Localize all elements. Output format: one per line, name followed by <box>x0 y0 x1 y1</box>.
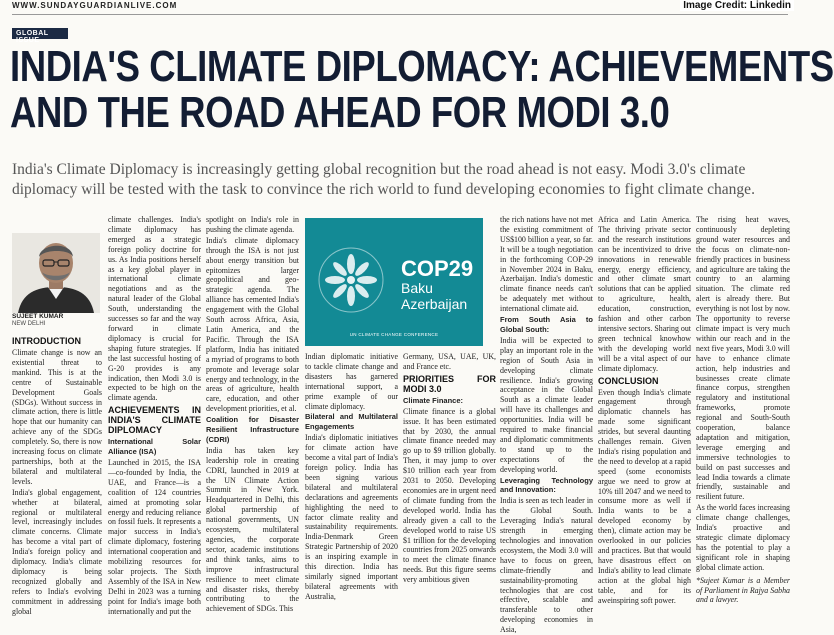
column-2-paragraph-1: climate challenges. India's climate diplomacy has emerged as a strategic foreign policy doctrine for us. As India positions herself as a key global player in international climate negotiations and as the natural leader of the Global South, understanding the successes so far and the way forward in climate diplomacy is crucial for shaping future strategies. If the last successful hosting of G-20 provides is any indication, then Modi 3.0 is expected to be high on the climate agenda. <box>108 215 201 403</box>
subheading-climate-finance: Climate Finance: <box>403 395 464 405</box>
headline-line-2: AND THE ROAD AHEAD FOR MODI 3.0 <box>10 88 670 137</box>
section-heading-conclusion: CONCLUSION <box>598 375 659 386</box>
section-heading-achievements: ACHIEVEMENTS IN INDIA'S CLIMATE DIPLOMACY <box>108 405 201 436</box>
column-1-paragraph-1: Climate change is now an existential threat to mankind. This is at the centre of Sustainable Development Goals (SDGs). Without success in climate action, there is little hope that our humanity can achieve any of the SDGs completely. So, there is now increasing focus on climate partnerships, both at the bilateral and multilateral levels. <box>12 348 102 486</box>
column-1 <box>12 334 102 616</box>
column-3 <box>206 215 299 614</box>
column-2 <box>108 215 201 616</box>
author-location: NEW DELHI <box>12 321 46 327</box>
column-1-paragraph-2: India's global engagement, whether at bilateral, regional or multilateral level, increasingly includes climate concerns. Climate has become a vital part of India's foreign policy and diplomacy. India's climate diplomacy is being recognized globally and refers to India's evolving commitment in addressing global <box>12 487 102 616</box>
column-8-paragraph-2: As the world faces increasing climate change challenges, India's proactive and strategic climate diplomacy has the potential to play a significant role in shaping global climate action. <box>696 503 790 572</box>
cop29-tagline: UN CLIMATE CHANGE CONFERENCE <box>349 332 439 337</box>
column-3-paragraph-1: spotlight on India's role in pushing the climate agenda. <box>206 215 299 234</box>
column-5 <box>403 352 496 585</box>
column-4 <box>305 352 398 601</box>
article-deck: India's Climate Diplomacy is increasingly getting global recognition but the road ahead is not easy. Modi 3.0's climate diplomacy will be tested with the task to convince the rich world to fund developing economies to fight climate change. <box>12 161 755 198</box>
subheading-cdri: Coalition for Disaster Resilient Infrastructure (CDRI) <box>206 415 299 444</box>
column-6 <box>500 215 593 635</box>
column-4-paragraph-1: Indian diplomatic initiative to tackle climate change and disasters has garnered international support, a prime example of our climate diplomacy. <box>305 352 398 411</box>
column-3-paragraph-3: India has taken key leadership role in creating CDRI, launched in 2019 at the UN Climate Action Summit in New York. Headquartered in Delhi, this global partnership of national governments, UN ecosystem, multilateral agencies, the corporate sector, academic institutions and think tanks, aims to improve infrastructural resilience to meet climate and disaster risks, thereby contributing to the achievement of SDGs. This <box>206 445 299 614</box>
column-8 <box>696 215 790 605</box>
cop29-logo <box>305 218 483 346</box>
issue-tag: GLOBAL ISSUE <box>12 28 68 39</box>
column-5-paragraph-2: Climate finance is a global issue. It has been estimated that by 2030, the annual climate finance needed may go up to $9 trillion globally. Then, it may jump to over $10 trillion each year from 2031 to 2050. Developing economies are in urgent need of climate funding from the developed world. India has already given a call to the developed world to raise US $1 trillion for the developing countries from 2025 onwards to meet the climate finance needs. But this figure seems very ambitious given <box>403 406 496 585</box>
headline <box>10 42 834 137</box>
author-photo <box>12 233 100 313</box>
subheading-bilateral: Bilateral and Multilateral Engagements <box>305 412 398 432</box>
column-7-paragraph-2: Even though India's climate engagement through diplomatic channels has made some significant strides, but several daunting challenges remain. Given India's rising population and the need to develop at a rapid speed (some economists argue we need to grow at 10% till 2047 and we need to consume more as well if India wants to be a developed economy by then), climate action may be overlooked in our policies and practices. But that would have disastrous effect on India's ability to lead climate action at the global high table, and for its aweinspiring soft power. <box>598 387 691 605</box>
cop29-emblem-icon <box>305 218 395 346</box>
cop29-country: Azerbaijan <box>401 296 468 312</box>
column-3-paragraph-2: India's climate diplomacy through the ISA is not just about energy transition but epitomizes larger geopolitical and geo-strategic agenda. The alliance has cemented India's engagement with the Global South across Africa, Asia, Latin America, and the Pacific. Through the ISA platform, India has initiated a myriad of programs to both promote and leverage solar energy and technology, in the areas of agriculture, health care, education, and other development priorities, et al. <box>206 235 299 414</box>
column-6-paragraph-1: the rich nations have not met the existing commitment of US$100 billion a year, so far. It will be a tough negotiation in the forthcoming COP-29 in November 2024 in Baku, Azerbaijan. India's domestic climate finance needs can't be adequately met without international climate aid. <box>500 215 593 314</box>
cop29-city: Baku <box>401 280 433 296</box>
column-6-paragraph-2: India will be expected to play an important role in the region of South Asia in developing climate resilience. India's growing acceptance in the Global South as a climate leader will have its challenges and opportunities. India will be required to make financial and diplomatic commitments to stand up to the expectations of the developing world. <box>500 335 593 474</box>
author-portrait-image <box>12 233 100 313</box>
image-credit: Image Credit: Linkedin <box>680 0 794 11</box>
column-4-paragraph-2: India's diplomatic initiatives for climate action have become a vital part of India's foreign policy. India has been signing various bilateral and multilateral declarations and agreements highlighting the need to factor climate reality and sustainability requirements. India-Denmark Green Strategic Partnership of 2020 is an inspiring example in this direction. India has similarly signed important bilateral agreements with Australia, <box>305 433 398 601</box>
headline-line-1: INDIA'S CLIMATE DIPLOMACY: ACHIEVEMENTS <box>10 42 834 91</box>
site-url: WWW.SUNDAYGUARDIANLIVE.COM <box>12 1 178 10</box>
subheading-isa: International Solar Alliance (ISA) <box>108 437 201 457</box>
column-7-paragraph-1: Africa and Latin America. The thriving private sector and the research institutions can be incentivized to drive innovations in renewable energy, energy efficiency, and other climate smart solutions that can be applied to agriculture, health, education, construction, fashion and other carbon intensive sectors. Sharing out green technical knowhow with the developing world will be a vital aspect of our climate diplomacy. <box>598 215 691 373</box>
column-8-paragraph-1: The rising heat waves, continuously depleting ground water resources and the focus on climate-non-friendly practices in business and agriculture are taking the country to an alarming situation. The climate red alert is already there. But everything is not lost by now. The opportunity to reverse climate impact is very much within our reach and in the next five years, Modi 3.0 will have to enhance climate action, help industries and businesses create climate finance corpus, strengthen regulatory and institutional frameworks, promote regional and South-South cooperation, balance adaptation and mitigation, leverage emerging and immersive technologies to build on past successes and lead India towards a climate friendly, sustainable and resilient future. <box>696 215 790 502</box>
subheading-technology: Leveraging Technology and Innovation: <box>500 475 593 495</box>
top-bar <box>0 0 800 14</box>
column-7 <box>598 215 691 605</box>
subheading-south-asia: From South Asia to Global South: <box>500 315 593 334</box>
author-bio: *Sujeet Kumar is a Member of Parliament in Rajya Sabha and a lawyer. <box>696 575 790 605</box>
top-rule <box>12 14 788 15</box>
section-heading-introduction: INTRODUCTION <box>12 336 81 346</box>
column-6-paragraph-3: India is seen as tech leader in the Global South. Leveraging India's natural strength in emerging technologies and innovation ecosystem, the Modi 3.0 will have to focus on green, climate-friendly and sustainability-promoting technologies that are cost effective, scalable and transferable to other developing economies in Asia, <box>500 496 593 635</box>
column-5-paragraph-1: Germany, USA, UAE, UK, and France etc. <box>403 352 496 371</box>
section-heading-priorities: PRIORITIES FOR MODI 3.0 <box>403 373 496 394</box>
author-name: SUJEET KUMAR <box>12 313 64 320</box>
column-2-paragraph-2: Launched in 2015, the ISA—co-founded by India, the UAE, and France—is a coalition of 124 countries aimed at promoting solar energy and reducing reliance on fossil fuels. It represents a major success in India's climate diplomacy, fostering international cooperation and mobilizing resources for solar projects. The Sixth Assembly of the ISA in New Delhi in 2023 was a turning point for India's image both internationally and put the <box>108 458 201 616</box>
cop29-title: COP29 <box>401 256 474 281</box>
